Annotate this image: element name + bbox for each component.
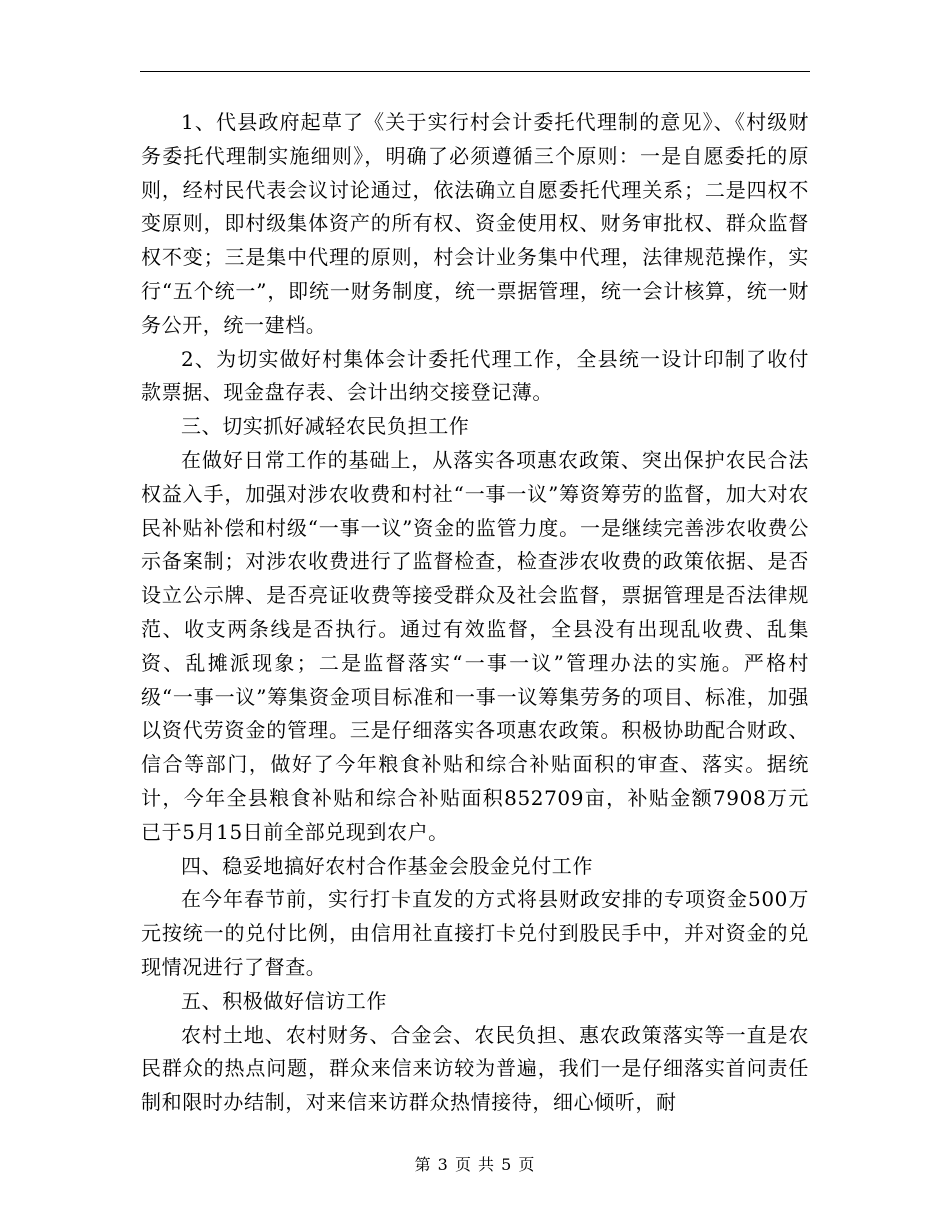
- section-heading-5: 五、积极做好信访工作: [181, 988, 387, 1013]
- header-rule: [140, 71, 810, 72]
- paragraph-1: 1、代县政府起草了《关于实行村会计委托代理制的意见》、《村级财务委托代理制实施细则》，明确了必须遵循三个原则：一是自愿委托的原则，经村民代表会议讨论通过，依法确立自愿委托代理关系；二是四权不变原则，即村级集体资产的所有权、资金使用权、财务审批权、群众监督权不变；三是集中代理的原则，村会计业务集中代理，法律规范操作，实行“五个统一”，即统一财务制度，统一票据管理，统一会计核算，统一财务公开，统一建档。: [141, 110, 809, 337]
- paragraph-2: 2、为切实做好村集体会计委托代理工作，全县统一设计印制了收付款票据、现金盘存表、会计出纳交接登记薄。: [141, 346, 809, 405]
- section-heading-3: 三、切实抓好减轻农民负担工作: [181, 414, 470, 439]
- body-text: [141, 106, 809, 1120]
- paragraph-5: 农村土地、农村财务、合金会、农民负担、惠农政策落实等一直是农民群众的热点问题，群众来信来访较为普遍，我们一是仔细落实首问责任制和限时办结制，对来信来访群众热情接待，细心倾听，耐: [141, 1022, 809, 1115]
- section-heading-4: 四、稳妥地搞好农村合作基金会股金兑付工作: [181, 853, 593, 878]
- page-number: 第 3 页 共 5 页: [414, 1155, 536, 1174]
- paragraph-3: 在做好日常工作的基础上，从落实各项惠农政策、突出保护农民合法权益入手，加强对涉农收费和村社“一事一议”筹资筹劳的监督，加大对农民补贴补偿和村级“一事一议”资金的监管力度。一是继续完善涉农收费公示备案制；对涉农收费进行了监督检查，检查涉农收费的政策依据、是否设立公示牌、是否亮证收费等接受群众及社会监督，票据管理是否法律规范、收支两条线是否执行。通过有效监督，全县没有出现乱收费、乱集资、乱摊派现象；二是监督落实“一事一议”管理办法的实施。严格村级“一事一议”筹集资金项目标准和一事一议筹集劳务的项目、标准，加强以资代劳资金的管理。三是仔细落实各项惠农政策。积极协助配合财政、信合等部门，做好了今年粮食补贴和综合补贴面积的审查、落实。据统计，今年全县粮食补贴和综合补贴面积852709亩，补贴金额7908万元已于5月15日前全部兑现到农户。: [141, 447, 809, 844]
- paragraph-4: 在今年春节前，实行打卡直发的方式将县财政安排的专项资金500万元按统一的兑付比例，由信用社直接打卡兑付到股民手中，并对资金的兑现情况进行了督查。: [141, 887, 809, 979]
